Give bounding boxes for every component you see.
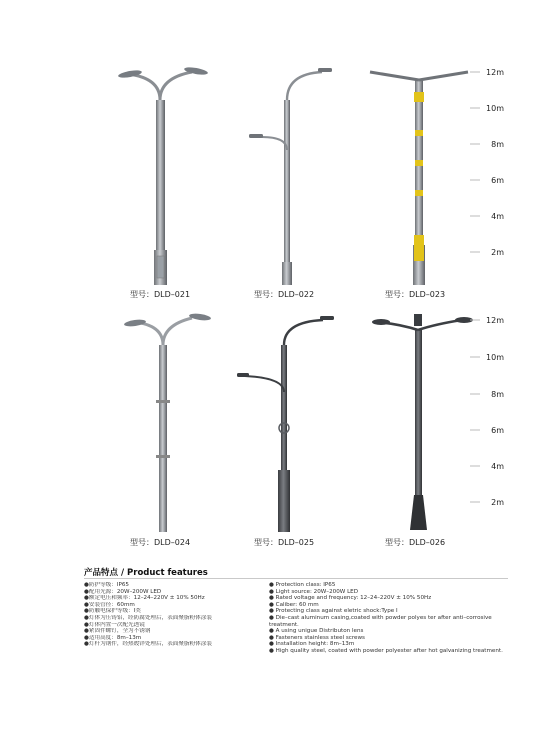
scale-label: 12m bbox=[486, 316, 504, 325]
feature-item: ●适用高度：8m–13m bbox=[84, 634, 142, 641]
feature-item: ●额定电压和频率：12–24–220V ± 10% 50Hz bbox=[84, 595, 205, 602]
scale-label: 2m bbox=[491, 248, 504, 257]
feature-item: ● A using unigue Distributon lens bbox=[269, 628, 364, 635]
lamp-dld-023 bbox=[370, 72, 468, 285]
scale-label: 12m bbox=[486, 68, 504, 77]
feature-item: ● Die–cast aluminum casing,coated with powder polyes ter after anti–corrosive treatment. bbox=[269, 614, 492, 628]
feature-item: ●紧固件螺钉，全为不锈钢 bbox=[84, 628, 151, 635]
features-list-en bbox=[269, 582, 511, 655]
scale-label: 10m bbox=[486, 104, 504, 113]
lamp-dld-025 bbox=[237, 316, 334, 532]
feature-item: ●防触电保护等级：Ⅰ类 bbox=[84, 608, 141, 615]
scale-label: 2m bbox=[491, 498, 504, 507]
model-label-dld-026: 型号：DLD–026 bbox=[385, 538, 446, 547]
scale-label: 4m bbox=[491, 462, 504, 471]
feature-item: ● Caliber: 60 mm bbox=[269, 601, 319, 608]
model-label-dld-024: 型号：DLD–024 bbox=[130, 538, 191, 547]
feature-item: ●灯体内置一次配光透镜 bbox=[84, 621, 145, 628]
feature-item: ●安装管径：60mm bbox=[84, 601, 135, 608]
scale-label: 10m bbox=[486, 353, 504, 362]
feature-item: ●灯体为压铸铝，经防腐处理后，表面聚脂粉体涂装 bbox=[84, 614, 212, 621]
model-label-dld-025: 型号：DLD–025 bbox=[254, 538, 315, 547]
feature-item: ● Installation height: 8m–13m bbox=[269, 641, 355, 648]
features-title: 产品特点 / Product features bbox=[84, 568, 208, 578]
lamp-dld-024 bbox=[124, 312, 212, 532]
scale-label: 4m bbox=[491, 212, 504, 221]
lamp-dld-022 bbox=[249, 68, 332, 285]
scale-label: 8m bbox=[491, 390, 504, 399]
feature-item: ● Protection class: IP65 bbox=[269, 582, 336, 588]
features-divider bbox=[84, 578, 508, 579]
feature-item: ● Light source: 20W–200W LED bbox=[269, 588, 359, 595]
scale-label: 8m bbox=[491, 140, 504, 149]
height-scale-bottom bbox=[470, 320, 480, 502]
lamp-dld-026 bbox=[372, 314, 473, 530]
feature-item: ●防护等级：IP65 bbox=[84, 582, 129, 588]
model-label-dld-021: 型号：DLD–021 bbox=[130, 290, 191, 299]
height-scale-top bbox=[470, 72, 480, 252]
feature-item: ● High quality steel, coated with powder polyester after hot galvanizing treatment. bbox=[269, 647, 503, 654]
feature-item: ● Protecting class against eletric shock:Type Ⅰ bbox=[269, 608, 398, 615]
lamp-dld-021 bbox=[118, 66, 209, 285]
model-label-dld-023: 型号：DLD–023 bbox=[385, 290, 446, 299]
scale-label: 6m bbox=[491, 426, 504, 435]
feature-item: ● Fasteners stainless steel screws bbox=[269, 634, 365, 641]
features-list-cn bbox=[84, 582, 264, 648]
scale-label: 6m bbox=[491, 176, 504, 185]
feature-item: ● Rated voltage and frequency: 12–24–220V ± 10% 50Hz bbox=[269, 595, 432, 602]
model-label-dld-022: 型号：DLD–022 bbox=[254, 290, 315, 299]
feature-item: ●配用光源：20W–200W LED bbox=[84, 588, 162, 595]
feature-item: ●灯杆为钢件，经热镀锌处理后，表面聚脂粉体涂装 bbox=[84, 641, 212, 648]
